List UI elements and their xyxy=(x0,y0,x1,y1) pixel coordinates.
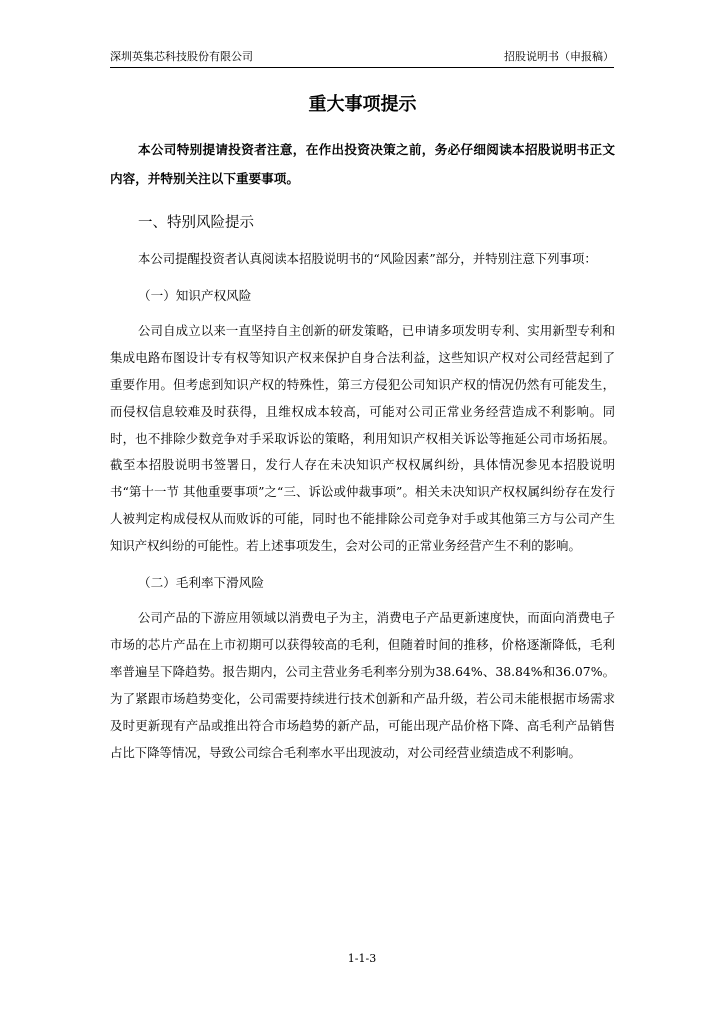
subsection-heading-margin-risk: （二）毛利率下滑风险 xyxy=(138,575,264,591)
document-type: 招股说明书（申报稿） xyxy=(504,50,614,63)
section-intro-paragraph: 本公司提醒投资者认真阅读本招股说明书的“风险因素”部分，并特别注意下列事项： xyxy=(138,251,597,266)
margin-risk-paragraph: 公司产品的下游应用领域以消费电子为主，消费电子产品更新速度快，而面向消费电子市场的芯片产品在上市初期可以获得较高的毛利，但随着时间的推移，价格逐渐降低，毛利率普遍呈下降趋势。报告期内，公司主营业务毛利率分别为38.64%、38.84%和36.07%。为了紧跟市场趋势变化，公司需要持续进行技术创新和产品升级，若公司未能根据市场需求及时更新现有产品或推出符合市场趋势的新产品，可能出现产品价格下降、高毛利产品销售占比下降等情况，导致公司综合毛利率水平出现波动，对公司经营业绩造成不利影响。 xyxy=(110,610,615,760)
page-content xyxy=(110,92,615,767)
subsection-heading-ip-risk: （一）知识产权风险 xyxy=(138,287,252,303)
page-number: 1-1-3 xyxy=(347,952,377,965)
intro-notice: 本公司特别提请投资者注意，在作出投资决策之前，务必仔细阅读本招股说明书正文内容，并特别关注以下重要事项。 xyxy=(110,142,615,186)
page-header xyxy=(110,49,614,68)
ip-risk-paragraph: 公司自成立以来一直坚持自主创新的研发策略，已申请多项发明专利、实用新型专利和集成电路布图设计专有权等知识产权来保护自身合法利益，这些知识产权对公司经营起到了重要作用。但考虑到知识产权的特殊性，第三方侵犯公司知识产权的情况仍然有可能发生，而侵权信息较难及时获得，且维权成本较高，可能对公司正常业务经营造成不利影响。同时，也不排除少数竞争对手采取诉讼的策略，利用知识产权相关诉讼等拖延公司市场拓展。截至本招股说明书签署日，发行人存在未决知识产权权属纠纷，具体情况参见本招股说明书“第十一节 其他重要事项”之“三、诉讼或仲裁事项”。相关未决知识产权权属纠纷存在发行人被判定构成侵权从而败诉的可能，同时也不能排除公司竞争对手或其他第三方与公司产生知识产权纠纷的可能性。若上述事项发生，会对公司的正常业务经营产生不利的影响。 xyxy=(110,322,615,554)
page-title: 重大事项提示 xyxy=(308,94,417,115)
company-name: 深圳英集芯科技股份有限公司 xyxy=(110,50,253,63)
section-heading-special-risks: 一、特别风险提示 xyxy=(138,215,254,231)
